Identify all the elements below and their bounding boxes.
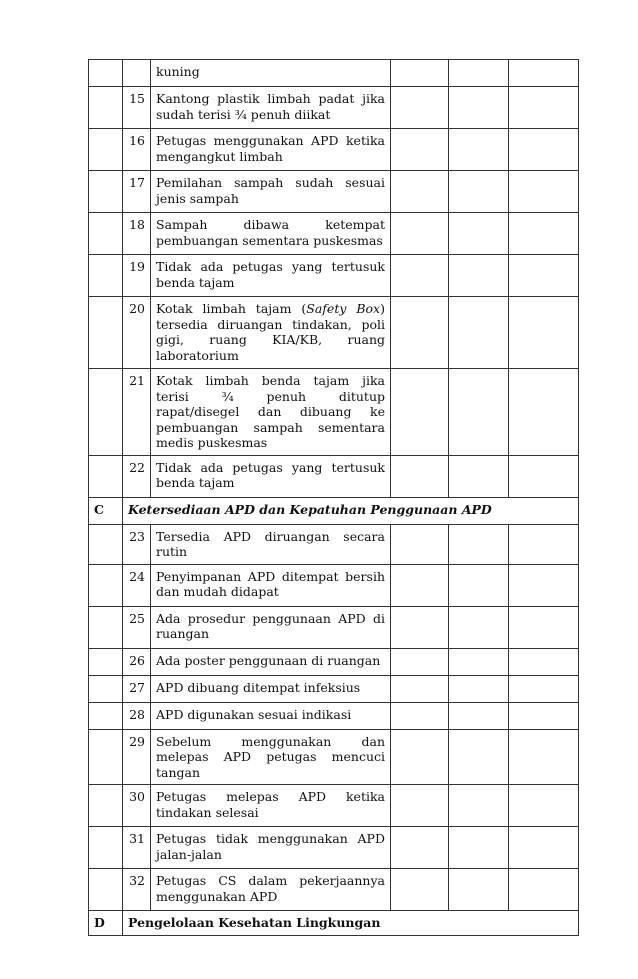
section-header-row bbox=[89, 497, 579, 524]
section-cell bbox=[89, 702, 123, 729]
section-cell bbox=[89, 564, 123, 606]
section-cell bbox=[89, 455, 123, 497]
check-cell[interactable] bbox=[391, 648, 449, 675]
check-cell[interactable] bbox=[509, 60, 579, 87]
section-cell bbox=[89, 129, 123, 171]
table-row bbox=[89, 702, 579, 729]
table-row bbox=[89, 60, 579, 87]
item-number: 30 bbox=[123, 785, 151, 827]
check-cell[interactable] bbox=[449, 60, 509, 87]
item-number: 16 bbox=[123, 129, 151, 171]
check-cell[interactable] bbox=[449, 129, 509, 171]
item-number bbox=[123, 60, 151, 87]
check-cell[interactable] bbox=[391, 606, 449, 648]
item-number: 15 bbox=[123, 87, 151, 129]
check-cell[interactable] bbox=[509, 455, 579, 497]
section-cell bbox=[89, 87, 123, 129]
check-cell[interactable] bbox=[509, 675, 579, 702]
section-cell bbox=[89, 648, 123, 675]
item-number: 24 bbox=[123, 564, 151, 606]
section-cell bbox=[89, 524, 123, 564]
check-cell[interactable] bbox=[509, 524, 579, 564]
check-cell[interactable] bbox=[391, 171, 449, 213]
check-cell[interactable] bbox=[509, 369, 579, 456]
check-cell[interactable] bbox=[509, 87, 579, 129]
table-row bbox=[89, 827, 579, 869]
item-number: 29 bbox=[123, 729, 151, 785]
check-cell[interactable] bbox=[449, 702, 509, 729]
table-row bbox=[89, 564, 579, 606]
section-cell bbox=[89, 171, 123, 213]
table-row bbox=[89, 369, 579, 456]
item-number: 20 bbox=[123, 297, 151, 369]
check-cell[interactable] bbox=[449, 648, 509, 675]
item-text: Tidak ada petugas yang tertusuk benda tajam bbox=[151, 455, 391, 497]
item-text: Petugas melepas APD ketika tindakan selesai bbox=[151, 785, 391, 827]
item-text: Tersedia APD diruangan secara rutin bbox=[151, 524, 391, 564]
check-cell[interactable] bbox=[391, 129, 449, 171]
check-cell[interactable] bbox=[391, 369, 449, 456]
item-number: 25 bbox=[123, 606, 151, 648]
item-number: 32 bbox=[123, 869, 151, 911]
item-text: Tidak ada petugas yang tertusuk benda tajam bbox=[151, 255, 391, 297]
check-cell[interactable] bbox=[391, 869, 449, 911]
section-cell bbox=[89, 213, 123, 255]
table-row bbox=[89, 785, 579, 827]
item-text-emphasis: Safety Box bbox=[306, 301, 381, 316]
table-row bbox=[89, 87, 579, 129]
check-cell[interactable] bbox=[391, 524, 449, 564]
check-cell[interactable] bbox=[449, 564, 509, 606]
item-text: Ada poster penggunaan di ruangan bbox=[151, 648, 391, 675]
table-row bbox=[89, 171, 579, 213]
item-text: APD dibuang ditempat infeksius bbox=[151, 675, 391, 702]
check-cell[interactable] bbox=[391, 60, 449, 87]
check-cell[interactable] bbox=[509, 648, 579, 675]
item-number: 18 bbox=[123, 213, 151, 255]
table-row bbox=[89, 455, 579, 497]
check-cell[interactable] bbox=[391, 87, 449, 129]
item-number: 27 bbox=[123, 675, 151, 702]
section-cell bbox=[89, 785, 123, 827]
item-text: Kantong plastik limbah padat jika sudah terisi ¾ penuh diikat bbox=[151, 87, 391, 129]
check-cell[interactable] bbox=[509, 869, 579, 911]
item-text: Sampah dibawa ketempat pembuangan sementara puskesmas bbox=[151, 213, 391, 255]
item-text: Kotak limbah benda tajam jika terisi ¾ penuh ditutup rapat/disegel dan dibuang ke pembuangan sampah sementara medis puskesmas bbox=[151, 369, 391, 456]
item-text: Petugas tidak menggunakan APD jalan-jalan bbox=[151, 827, 391, 869]
check-cell[interactable] bbox=[449, 255, 509, 297]
check-cell[interactable] bbox=[509, 213, 579, 255]
section-cell bbox=[89, 60, 123, 87]
check-cell[interactable] bbox=[509, 297, 579, 369]
check-cell[interactable] bbox=[391, 785, 449, 827]
item-number: 23 bbox=[123, 524, 151, 564]
check-cell[interactable] bbox=[509, 702, 579, 729]
check-cell[interactable] bbox=[509, 564, 579, 606]
check-cell[interactable] bbox=[449, 171, 509, 213]
check-cell[interactable] bbox=[391, 564, 449, 606]
table-row bbox=[89, 869, 579, 911]
check-cell[interactable] bbox=[449, 606, 509, 648]
item-number: 26 bbox=[123, 648, 151, 675]
item-number: 28 bbox=[123, 702, 151, 729]
section-header-row bbox=[89, 911, 579, 936]
item-number: 31 bbox=[123, 827, 151, 869]
item-text: Ada prosedur penggunaan APD di ruangan bbox=[151, 606, 391, 648]
check-cell[interactable] bbox=[449, 297, 509, 369]
item-number: 17 bbox=[123, 171, 151, 213]
checklist-table bbox=[88, 59, 579, 936]
section-cell bbox=[89, 606, 123, 648]
section-title: Pengelolaan Kesehatan Lingkungan bbox=[123, 911, 579, 936]
check-cell[interactable] bbox=[391, 213, 449, 255]
check-cell[interactable] bbox=[449, 869, 509, 911]
section-title: Ketersediaan APD dan Kepatuhan Penggunaan APD bbox=[123, 497, 579, 524]
item-number: 21 bbox=[123, 369, 151, 456]
check-cell[interactable] bbox=[449, 213, 509, 255]
table-row bbox=[89, 675, 579, 702]
item-text: Sebelum menggunakan dan melepas APD petugas mencuci tangan bbox=[151, 729, 391, 785]
check-cell[interactable] bbox=[509, 129, 579, 171]
check-cell[interactable] bbox=[391, 297, 449, 369]
table-row bbox=[89, 297, 579, 369]
item-text: Petugas CS dalam pekerjaannya menggunakan APD bbox=[151, 869, 391, 911]
item-number: 19 bbox=[123, 255, 151, 297]
section-letter: C bbox=[89, 497, 123, 524]
check-cell[interactable] bbox=[509, 827, 579, 869]
item-text: Penyimpanan APD ditempat bersih dan mudah didapat bbox=[151, 564, 391, 606]
section-cell bbox=[89, 369, 123, 456]
section-cell bbox=[89, 729, 123, 785]
check-cell[interactable] bbox=[449, 675, 509, 702]
section-cell bbox=[89, 297, 123, 369]
table-row bbox=[89, 606, 579, 648]
item-text: Pemilahan sampah sudah sesuai jenis sampah bbox=[151, 171, 391, 213]
section-cell bbox=[89, 869, 123, 911]
table-row bbox=[89, 129, 579, 171]
table-row bbox=[89, 648, 579, 675]
check-cell[interactable] bbox=[391, 729, 449, 785]
check-cell[interactable] bbox=[391, 702, 449, 729]
check-cell[interactable] bbox=[391, 455, 449, 497]
check-cell[interactable] bbox=[509, 171, 579, 213]
item-number: 22 bbox=[123, 455, 151, 497]
check-cell[interactable] bbox=[449, 455, 509, 497]
check-cell[interactable] bbox=[391, 255, 449, 297]
check-cell[interactable] bbox=[509, 606, 579, 648]
check-cell[interactable] bbox=[391, 827, 449, 869]
table-row bbox=[89, 255, 579, 297]
check-cell[interactable] bbox=[449, 785, 509, 827]
check-cell[interactable] bbox=[449, 827, 509, 869]
check-cell[interactable] bbox=[509, 255, 579, 297]
item-text: APD digunakan sesuai indikasi bbox=[151, 702, 391, 729]
table-row bbox=[89, 524, 579, 564]
item-text bbox=[151, 297, 391, 369]
item-text: kuning bbox=[151, 60, 391, 87]
check-cell[interactable] bbox=[449, 729, 509, 785]
table-row bbox=[89, 213, 579, 255]
check-cell[interactable] bbox=[449, 524, 509, 564]
section-cell bbox=[89, 255, 123, 297]
check-cell[interactable] bbox=[509, 729, 579, 785]
check-cell[interactable] bbox=[509, 785, 579, 827]
check-cell[interactable] bbox=[449, 369, 509, 456]
table-row bbox=[89, 729, 579, 785]
section-cell bbox=[89, 675, 123, 702]
section-cell bbox=[89, 827, 123, 869]
check-cell[interactable] bbox=[391, 675, 449, 702]
section-letter: D bbox=[89, 911, 123, 936]
check-cell[interactable] bbox=[449, 87, 509, 129]
item-text-part: Kotak limbah tajam ( bbox=[156, 301, 307, 316]
item-text: Petugas menggunakan APD ketika mengangkut limbah bbox=[151, 129, 391, 171]
item-text-part: ) tersedia diruangan tindakan, poli gigi, ruang KIA/KB, ruang laboratorium bbox=[156, 301, 385, 363]
